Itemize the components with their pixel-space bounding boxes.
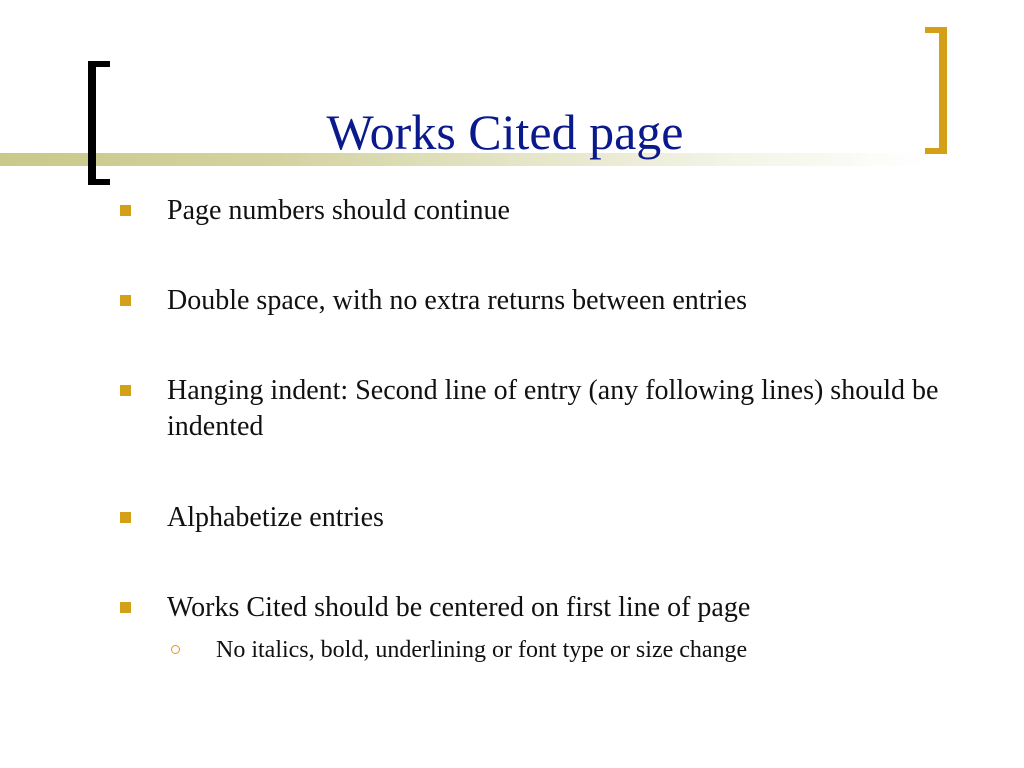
square-bullet-icon xyxy=(120,602,131,613)
bullet-text: Double space, with no extra returns between entries xyxy=(167,285,748,316)
bullet-text: Hanging indent: Second line of entry (any following lines) should be indented xyxy=(167,375,939,442)
square-bullet-icon xyxy=(120,385,131,396)
bullet-text: Page numbers should continue xyxy=(167,195,510,226)
slide-title: Works Cited page xyxy=(326,104,684,160)
sub-bullet-text: No italics, bold, underlining or font type or size change xyxy=(216,637,748,663)
bullet-text: Alphabetize entries xyxy=(167,502,384,533)
bullet-text: Works Cited should be centered on first line of page xyxy=(167,592,751,623)
square-bullet-icon xyxy=(120,205,131,216)
circle-bullet-icon xyxy=(171,645,180,654)
square-bullet-icon xyxy=(120,512,131,523)
square-bullet-icon xyxy=(120,295,131,306)
